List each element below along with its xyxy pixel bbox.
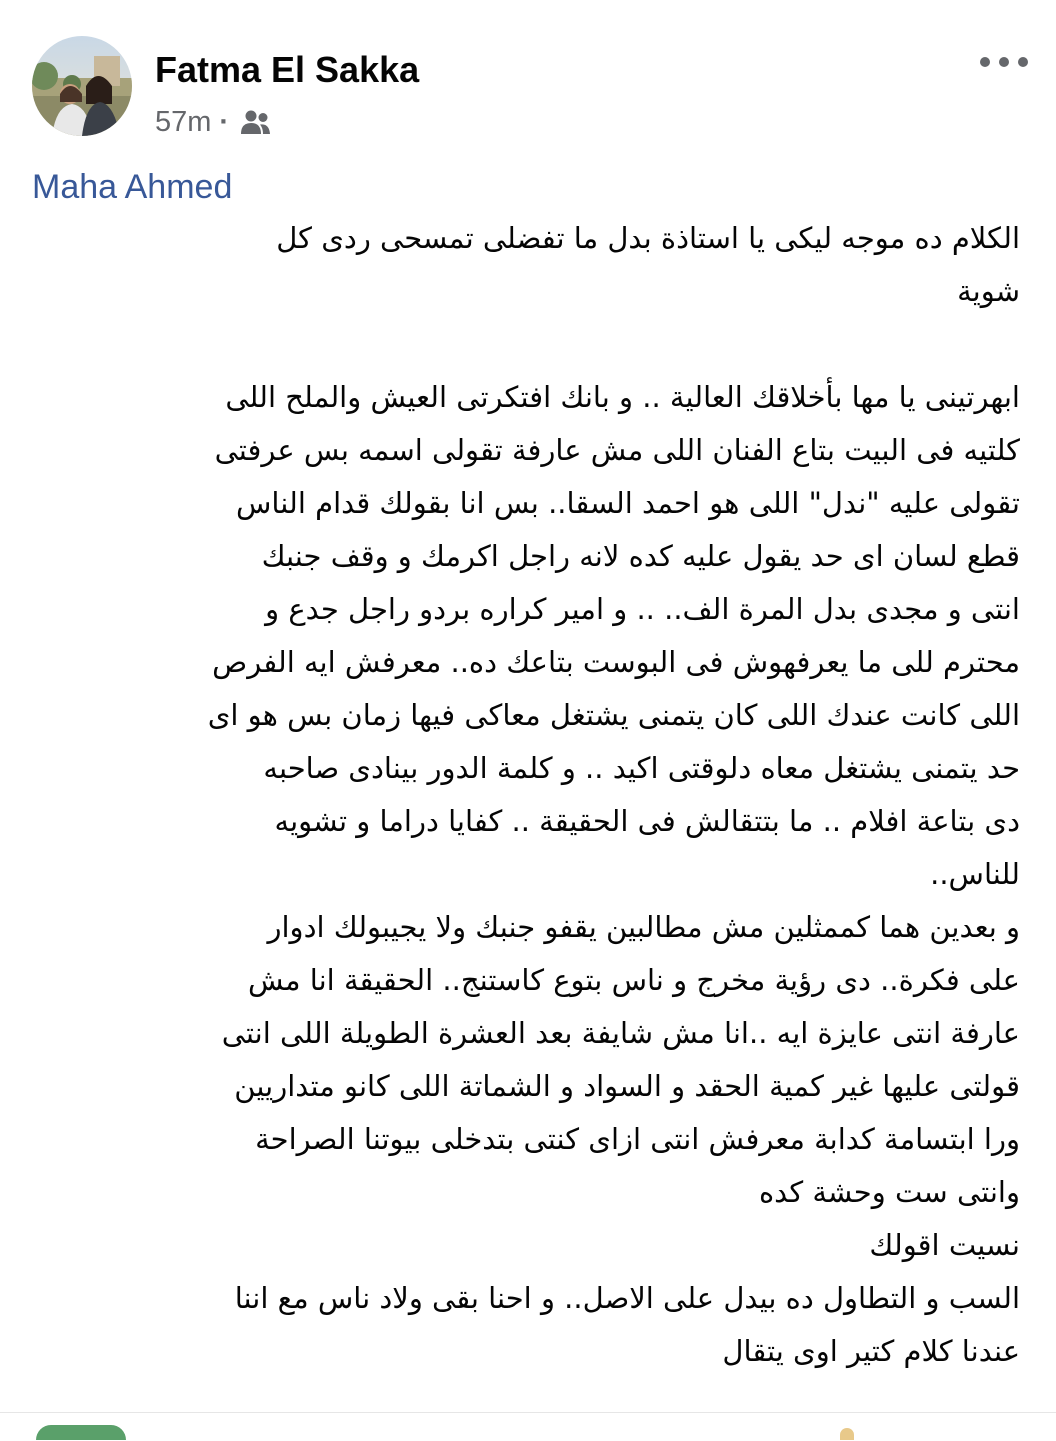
post-meta	[155, 102, 271, 142]
paragraph-break	[20, 318, 1020, 371]
post-text-line: محترم للى ما يعرفهوش فى البوست بتاعك ده.. معرفش ايه الفرص	[212, 645, 1020, 679]
mentioned-user-link[interactable]: Maha Ahmed	[32, 168, 233, 206]
more-options-icon	[980, 57, 990, 67]
group-icon	[239, 109, 271, 135]
meta-separator: ·	[219, 105, 230, 138]
post-text-line: على فكرة.. دى رؤية مخرج و ناس بتوع كاستنج.. الحقيقة انا مش	[248, 963, 1020, 997]
post-text-line: قطع لسان اى حد يقول عليه كده لانه راجل اكرمك و وقف جنبك	[261, 539, 1020, 573]
post-text-line: تقولى عليه "ندل" اللى هو احمد السقا.. بس انا بقولك قدام الناس	[236, 486, 1020, 520]
post-body-text	[20, 212, 1020, 1378]
more-dot	[1018, 57, 1028, 67]
post-text-line: وانتى ست وحشة كده	[758, 1175, 1020, 1209]
post-text-line: عارفة انتى عايزة ايه ..انا مش شايفة بعد العشرة الطويلة اللى انتى	[221, 1016, 1020, 1050]
post-text-line: ابهرتينى يا مها بأخلاقك العالية .. و بانك افتكرتى العيش والملح اللى	[225, 380, 1020, 414]
author-avatar[interactable]	[32, 36, 132, 136]
post-text-line: للناس..	[930, 857, 1020, 891]
next-post-preview	[0, 1412, 1056, 1441]
post-text-line: دى بتاعة افلام .. ما بتتقالش فى الحقيقة .. كفايا دراما و تشويه	[274, 804, 1020, 838]
more-options-button[interactable]	[980, 48, 1028, 76]
post-text-line: شوية	[957, 274, 1020, 308]
post-text-line: ورا ابتسامة كدابة معرفش انتى ازاى كنتى بتدخلى بيوتنا الصراحة	[255, 1122, 1020, 1156]
more-dot	[999, 57, 1009, 67]
avatar-photo	[32, 36, 132, 136]
post-text-line: حد يتمنى يشتغل معاه دلوقتى اكيد .. و كلمة الدور بينادى صاحبه	[263, 751, 1020, 785]
post-text-line: قولتى عليها غير كمية الحقد و السواد و الشماتة اللى كانو متداريين	[234, 1069, 1020, 1103]
post-text-line: انتى و مجدى بدل المرة الف.. .. و امير كراره بردو راجل جدع و	[265, 592, 1020, 626]
next-post-image-fragment	[36, 1425, 126, 1440]
next-post-image-fragment	[840, 1428, 854, 1440]
post-text-line: كلتيه فى البيت بتاع الفنان اللى مش عارفة تقولى اسمه بس عرفتى	[214, 433, 1020, 467]
post-timestamp[interactable]: 57m	[155, 105, 212, 138]
post-text-line: الكلام ده موجه ليكى يا استاذة بدل ما تفضلى تمسحى ردى كل	[276, 221, 1020, 255]
post-text-line: و بعدين هما كممثلين مش مطالبين يقفو جنبك ولا يجيبولك ادوار	[267, 910, 1020, 944]
author-name[interactable]: Fatma El Sakka	[155, 49, 420, 90]
post-text-line: السب و التطاول ده بيدل على الاصل.. و احنا بقى ولاد ناس مع اننا	[234, 1281, 1020, 1315]
post-text-line: عندنا كلام كتير اوى يتقال	[722, 1334, 1020, 1368]
post-text-line: اللى كانت عندك اللى كان يتمنى يشتغل معاكى فيها زمان بس هو اى	[207, 698, 1020, 732]
post-text-line: نسيت اقولك	[869, 1228, 1020, 1262]
